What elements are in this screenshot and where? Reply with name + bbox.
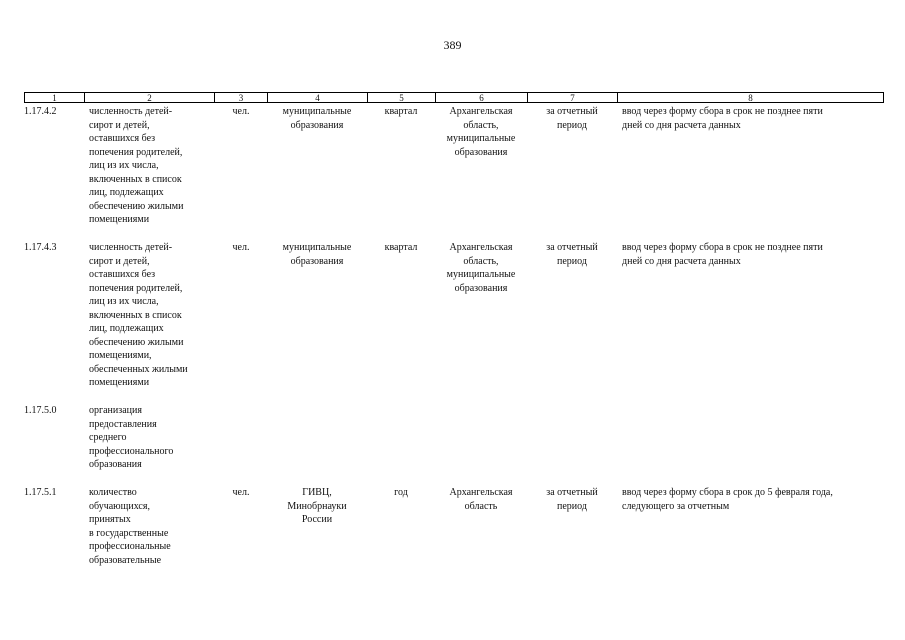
row-unit: чел.	[232, 242, 250, 253]
row-unit: чел.	[232, 106, 250, 117]
column-header: 4	[268, 93, 368, 102]
row-code: 1.17.5.1	[24, 487, 57, 498]
column-header: 3	[215, 93, 268, 102]
row-level: муниципальные образования	[282, 106, 352, 131]
row-territory: Архангельская область, муниципальные образования	[446, 242, 516, 294]
row-indicator-name: численность детей- сирот и детей, оставшихся без попечения родителей, лиц из их числа, включенных в список лиц, подлежащих обеспечению жилыми помещениями, обеспеченных жилыми помещениями	[89, 242, 188, 388]
row-period: за отчетный период	[546, 487, 598, 512]
row-level: ГИВЦ, Минобрнауки России	[287, 487, 347, 525]
row-indicator-name: численность детей- сирот и детей, оставшихся без попечения родителей, лиц из их числа, включенных в список лиц, подлежащих обеспечению жилыми помещениями	[89, 106, 184, 225]
row-periodicity: квартал	[384, 106, 418, 117]
row-code: 1.17.4.2	[24, 106, 57, 117]
row-method: ввод через форму сбора в срок до 5 февраля года, следующего за отчетным	[622, 487, 833, 512]
row-territory: Архангельская область, муниципальные образования	[446, 106, 516, 158]
row-level: муниципальные образования	[282, 242, 352, 267]
row-period: за отчетный период	[546, 106, 598, 131]
row-indicator-name: организация предоставления среднего профессионального образования	[89, 405, 174, 470]
row-indicator-name: количество обучающихся, принятых в государственные профессиональные образовательные	[89, 487, 171, 566]
row-method: ввод через форму сбора в срок не позднее пяти дней со дня расчета данных	[622, 242, 823, 267]
table-header-row	[24, 92, 884, 103]
column-header: 6	[436, 93, 528, 102]
row-periodicity: год	[394, 487, 408, 498]
row-code: 1.17.4.3	[24, 242, 57, 253]
column-header: 7	[528, 93, 618, 102]
column-header: 1	[25, 93, 85, 102]
column-header: 2	[85, 93, 215, 102]
row-periodicity: квартал	[384, 242, 418, 253]
column-header: 8	[748, 93, 753, 103]
page-number: 389	[443, 38, 462, 52]
row-unit: чел.	[232, 487, 250, 498]
row-method: ввод через форму сбора в срок не позднее пяти дней со дня расчета данных	[622, 106, 823, 131]
column-header: 5	[368, 93, 436, 102]
row-period: за отчетный период	[546, 242, 598, 267]
row-territory: Архангельская область	[449, 487, 513, 512]
row-code: 1.17.5.0	[24, 405, 57, 416]
